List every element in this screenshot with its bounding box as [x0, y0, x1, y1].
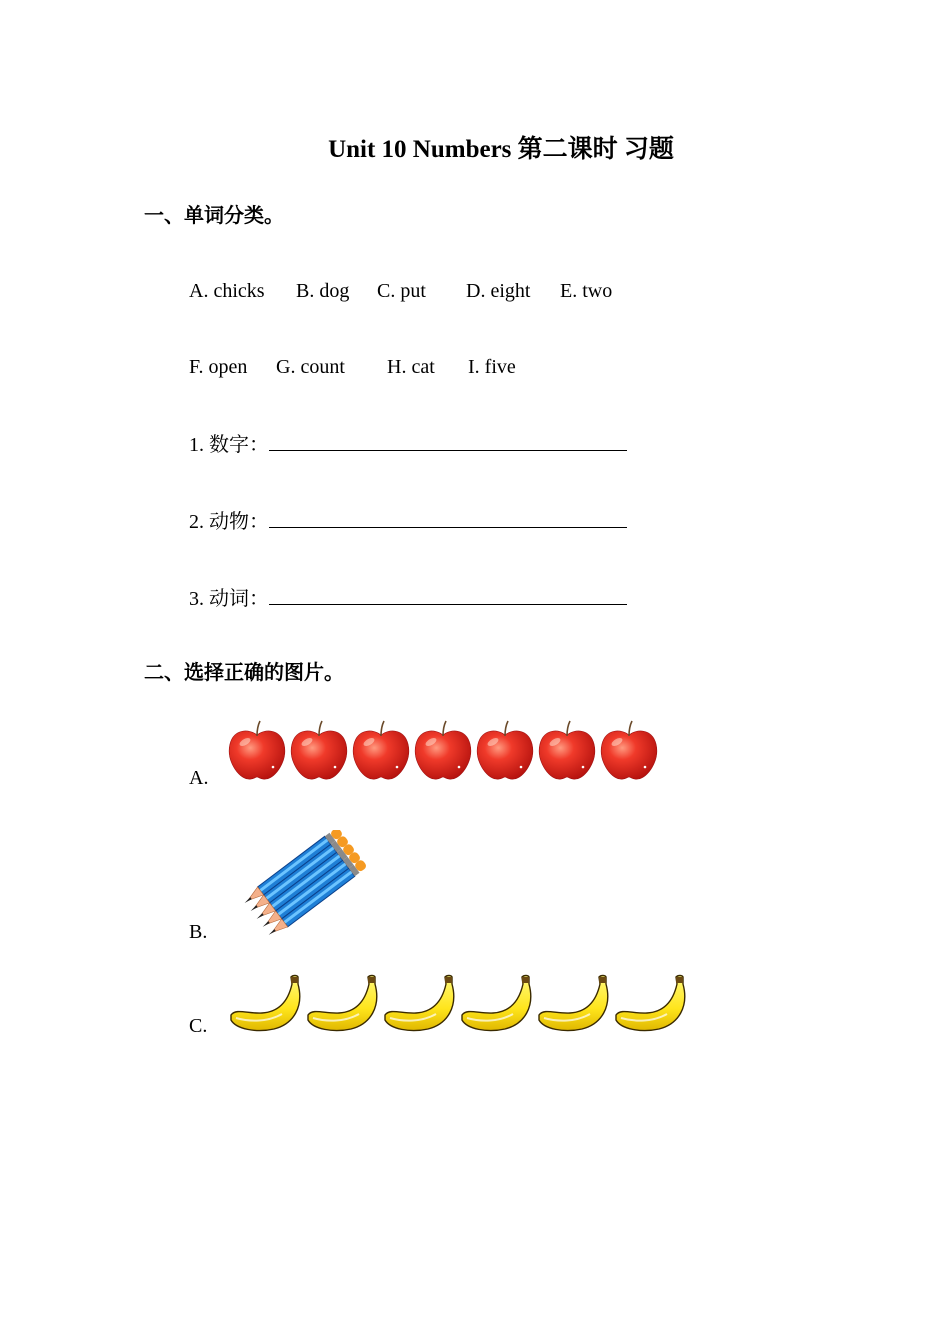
blank-label: 3. 动词：	[189, 588, 269, 610]
apple-icon	[226, 720, 288, 782]
page-title: Unit 10 Numbers 第二课时 习题	[328, 136, 674, 163]
apple-icon	[288, 720, 350, 782]
blank-row-2	[189, 505, 627, 536]
option-i: I. five	[468, 356, 516, 378]
options-row-2	[189, 353, 649, 381]
apple-icon	[412, 720, 474, 782]
option-h: H. cat	[387, 356, 435, 378]
banana-icon	[458, 974, 534, 1032]
choice-a-apples[interactable]	[226, 720, 666, 784]
apple-icon	[474, 720, 536, 782]
blank-label: 1. 数字：	[189, 434, 269, 456]
choice-a-label: A.	[189, 767, 209, 789]
banana-icon	[227, 974, 303, 1032]
answer-blank[interactable]	[269, 505, 627, 528]
option-a: A. chicks	[189, 280, 265, 302]
banana-icon	[304, 974, 380, 1032]
option-b: B. dog	[296, 280, 350, 302]
pencil-bundle-icon[interactable]	[240, 830, 385, 942]
blank-row-1	[189, 428, 627, 459]
option-f: F. open	[189, 356, 248, 378]
banana-icon	[381, 974, 457, 1032]
apple-icon	[598, 720, 660, 782]
choice-c-bananas[interactable]	[227, 974, 691, 1034]
apple-icon	[536, 720, 598, 782]
banana-icon	[612, 974, 688, 1032]
option-d: D. eight	[466, 280, 531, 302]
banana-icon	[535, 974, 611, 1032]
option-g: G. count	[276, 356, 345, 378]
answer-blank[interactable]	[269, 428, 627, 451]
options-row-1	[189, 277, 649, 305]
section-1-heading: 一、单词分类。	[144, 205, 284, 227]
section-2-heading: 二、选择正确的图片。	[144, 662, 344, 684]
option-c: C. put	[377, 280, 426, 302]
blank-row-3	[189, 582, 627, 613]
answer-blank[interactable]	[269, 582, 627, 605]
option-e: E. two	[560, 280, 613, 302]
apple-icon	[350, 720, 412, 782]
choice-b-label: B.	[189, 921, 208, 943]
blank-label: 2. 动物：	[189, 511, 269, 533]
choice-c-label: C.	[189, 1015, 208, 1037]
